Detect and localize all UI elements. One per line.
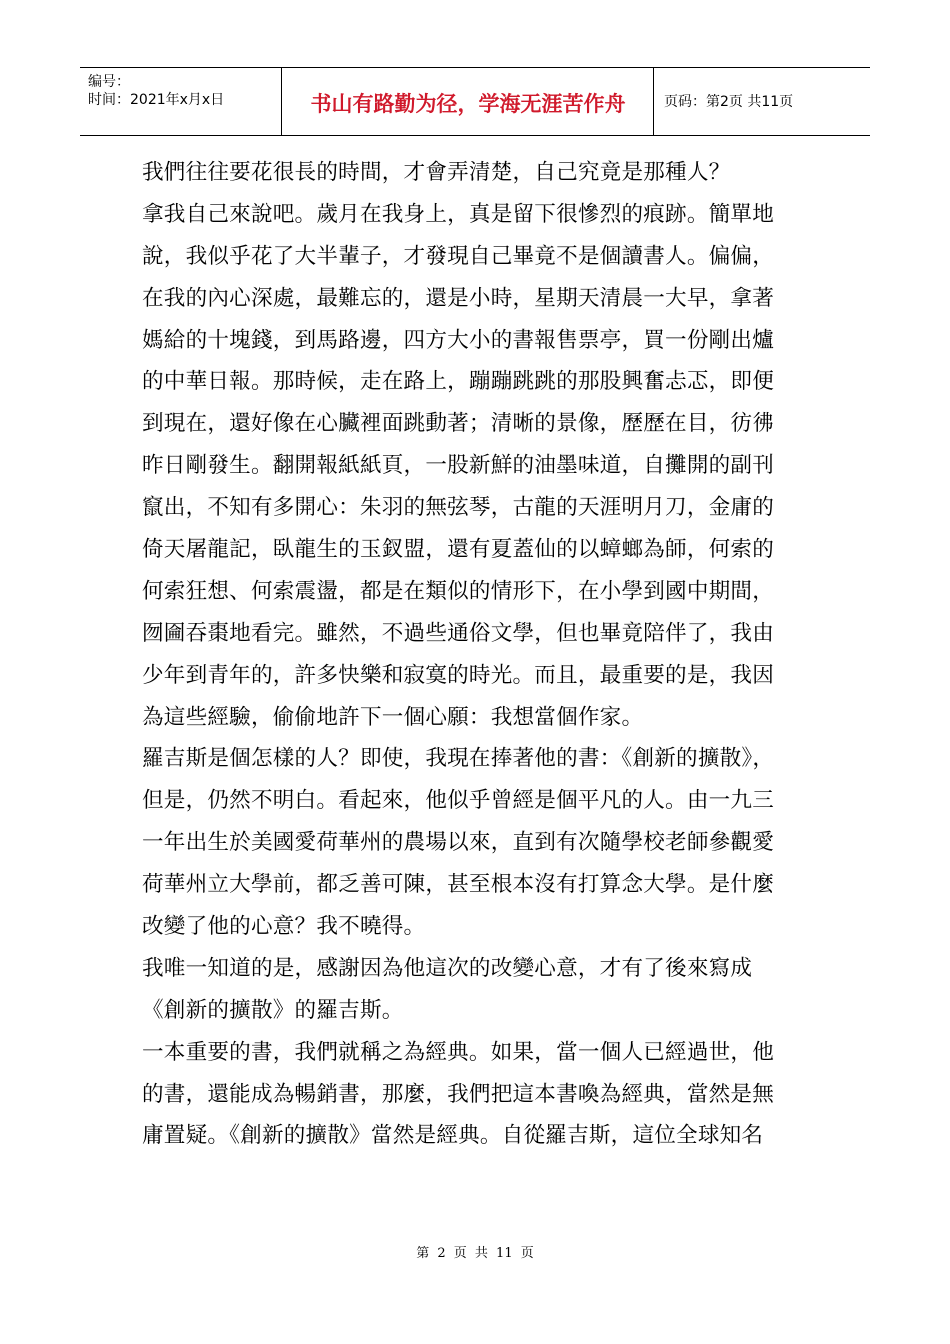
- text-line: 囫圇吞棗地看完。雖然，不過些通俗文學，但也畢竟陪伴了，我由: [142, 620, 775, 646]
- page-code: 页码：第2页 共11页: [664, 94, 794, 110]
- time-label: 时间：2021年x月x日: [88, 92, 225, 108]
- paragraph: [142, 152, 842, 194]
- text-line: 我唯一知道的是，感謝因為他這次的改變心意，才有了後來寫成: [142, 955, 753, 981]
- text-line: 一年出生於美國愛荷華州的農場以來，直到有次隨學校老師參觀愛: [142, 830, 775, 856]
- paragraph: [142, 738, 842, 947]
- text-line: 但是，仍然不明白。看起來，他似乎曾經是個平凡的人。由一九三: [142, 788, 775, 814]
- header-motto: 书山有路勤为径，学海无涯苦作舟: [310, 91, 626, 116]
- text-line: 倚天屠龍記，臥龍生的玉釵盟，還有夏蓋仙的以蟑螂為師，何索的: [142, 537, 775, 563]
- text-line: 的中華日報。那時候，走在路上，蹦蹦跳跳的那股興奮忐忑，即便: [142, 369, 775, 395]
- text-line: 到現在，還好像在心臟裡面跳動著；清晰的景像，歷歷在目，彷彿: [142, 411, 775, 437]
- text-line: 《創新的擴散》的羅吉斯。: [142, 997, 404, 1023]
- header-middle-cell: [282, 68, 654, 135]
- text-line: 媽給的十塊錢，到馬路邊，四方大小的書報售票亭，買一份剛出爐: [142, 327, 775, 353]
- text-line: 一本重要的書，我們就稱之為經典。如果，當一個人已經過世，他: [142, 1039, 775, 1065]
- text-line: 荷華州立大學前，都乏善可陳，甚至根本沒有打算念大學。是什麼: [142, 872, 775, 898]
- document-body: [142, 152, 842, 1157]
- text-line: 改變了他的心意？我不曉得。: [142, 914, 426, 940]
- page-header: [80, 67, 870, 136]
- text-line: 為這些經驗，偷偷地許下一個心願：我想當個作家。: [142, 704, 644, 730]
- paragraph: [142, 194, 842, 739]
- header-right-cell: [654, 68, 870, 135]
- header-left-cell: [80, 68, 282, 135]
- text-line: 竄出，不知有多開心：朱羽的無弦琴，古龍的天涯明月刀，金庸的: [142, 495, 775, 521]
- text-line: 的書，還能成為暢銷書，那麼，我們把這本書喚為經典，當然是無: [142, 1081, 775, 1107]
- text-line: 庸置疑。《創新的擴散》當然是經典。自從羅吉斯，這位全球知名: [142, 1123, 764, 1149]
- page-footer: 第 2 页 共 11 页: [416, 1246, 534, 1261]
- text-line: 說，我似乎花了大半輩子，才發現自己畢竟不是個讀書人。偏偏，: [142, 243, 775, 269]
- paragraph: [142, 948, 842, 1032]
- text-line: 羅吉斯是個怎樣的人？即使，我現在捧著他的書：《創新的擴散》，: [142, 746, 775, 772]
- text-line: 昨日剛發生。翻開報紙紙頁，一股新鮮的油墨味道，自攤開的副刊: [142, 453, 775, 479]
- number-label: 编号：: [88, 74, 130, 90]
- paragraph: [142, 1032, 842, 1158]
- text-line: 拿我自己來說吧。歲月在我身上，真是留下很慘烈的痕跡。簡單地: [142, 201, 775, 227]
- text-line: 我們往往要花很長的時間，才會弄清楚，自己究竟是那種人？: [142, 160, 731, 185]
- text-line: 何索狂想、何索震盪，都是在類似的情形下，在小學到國中期間，: [142, 578, 775, 604]
- text-line: 在我的內心深處，最難忘的，還是小時，星期天清晨一大早，拿著: [142, 285, 775, 311]
- text-line: 少年到青年的，許多快樂和寂寞的時光。而且，最重要的是，我因: [142, 662, 775, 688]
